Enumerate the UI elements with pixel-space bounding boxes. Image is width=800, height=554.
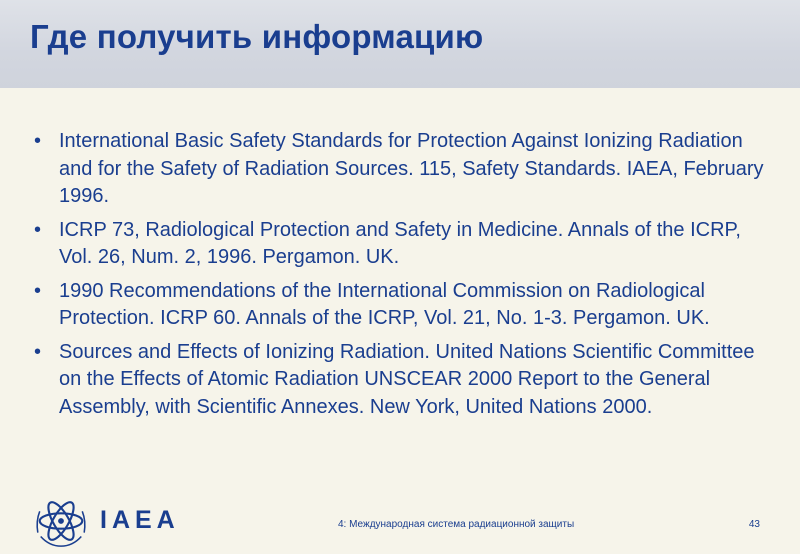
page-number: 43 (748, 519, 760, 530)
iaea-atom-logo-icon (32, 492, 90, 550)
bullet-text: Sources and Effects of Ionizing Radiation. United Nations Scientific Committee on the Effects of Atomic Radiation UNSCEAR 2000 Report to the General Assembly, with Scientific Annexes. New York, United Nations 2000. (59, 340, 755, 418)
footer-caption: 4: Международная система радиационной защиты (338, 519, 575, 530)
bullet-item (34, 339, 774, 422)
bullet-dot-icon: • (34, 218, 42, 241)
bullet-dot-icon: • (34, 340, 42, 363)
bullet-text: 1990 Recommendations of the International Commission on Radiological Protection. ICRP 60. Annals of the ICRP, Vol. 21, No. 1-3. Pergamon. UK. (59, 279, 710, 329)
bullet-text: International Basic Safety Standards for Protection Against Ionizing Radiation and for the Safety of Radiation Sources. 115, Safety Standards. IAEA, February 1996. (59, 130, 764, 207)
bullet-dot-icon: • (34, 130, 42, 152)
bullet-list (34, 128, 774, 427)
bullet-item (34, 217, 774, 272)
bullet-text: ICRP 73, Radiological Protection and Safety in Medicine. Annals of the ICRP, Vol. 26, Num. 2, 1996. Pergamon. UK. (59, 218, 741, 268)
slide-title: Где получить информацию (30, 18, 484, 55)
bullet-item (34, 278, 774, 333)
bullet-dot-icon: • (34, 279, 42, 302)
bullet-item (34, 128, 774, 211)
iaea-logo-text: IAEA (100, 506, 180, 534)
title-bar (0, 0, 800, 88)
